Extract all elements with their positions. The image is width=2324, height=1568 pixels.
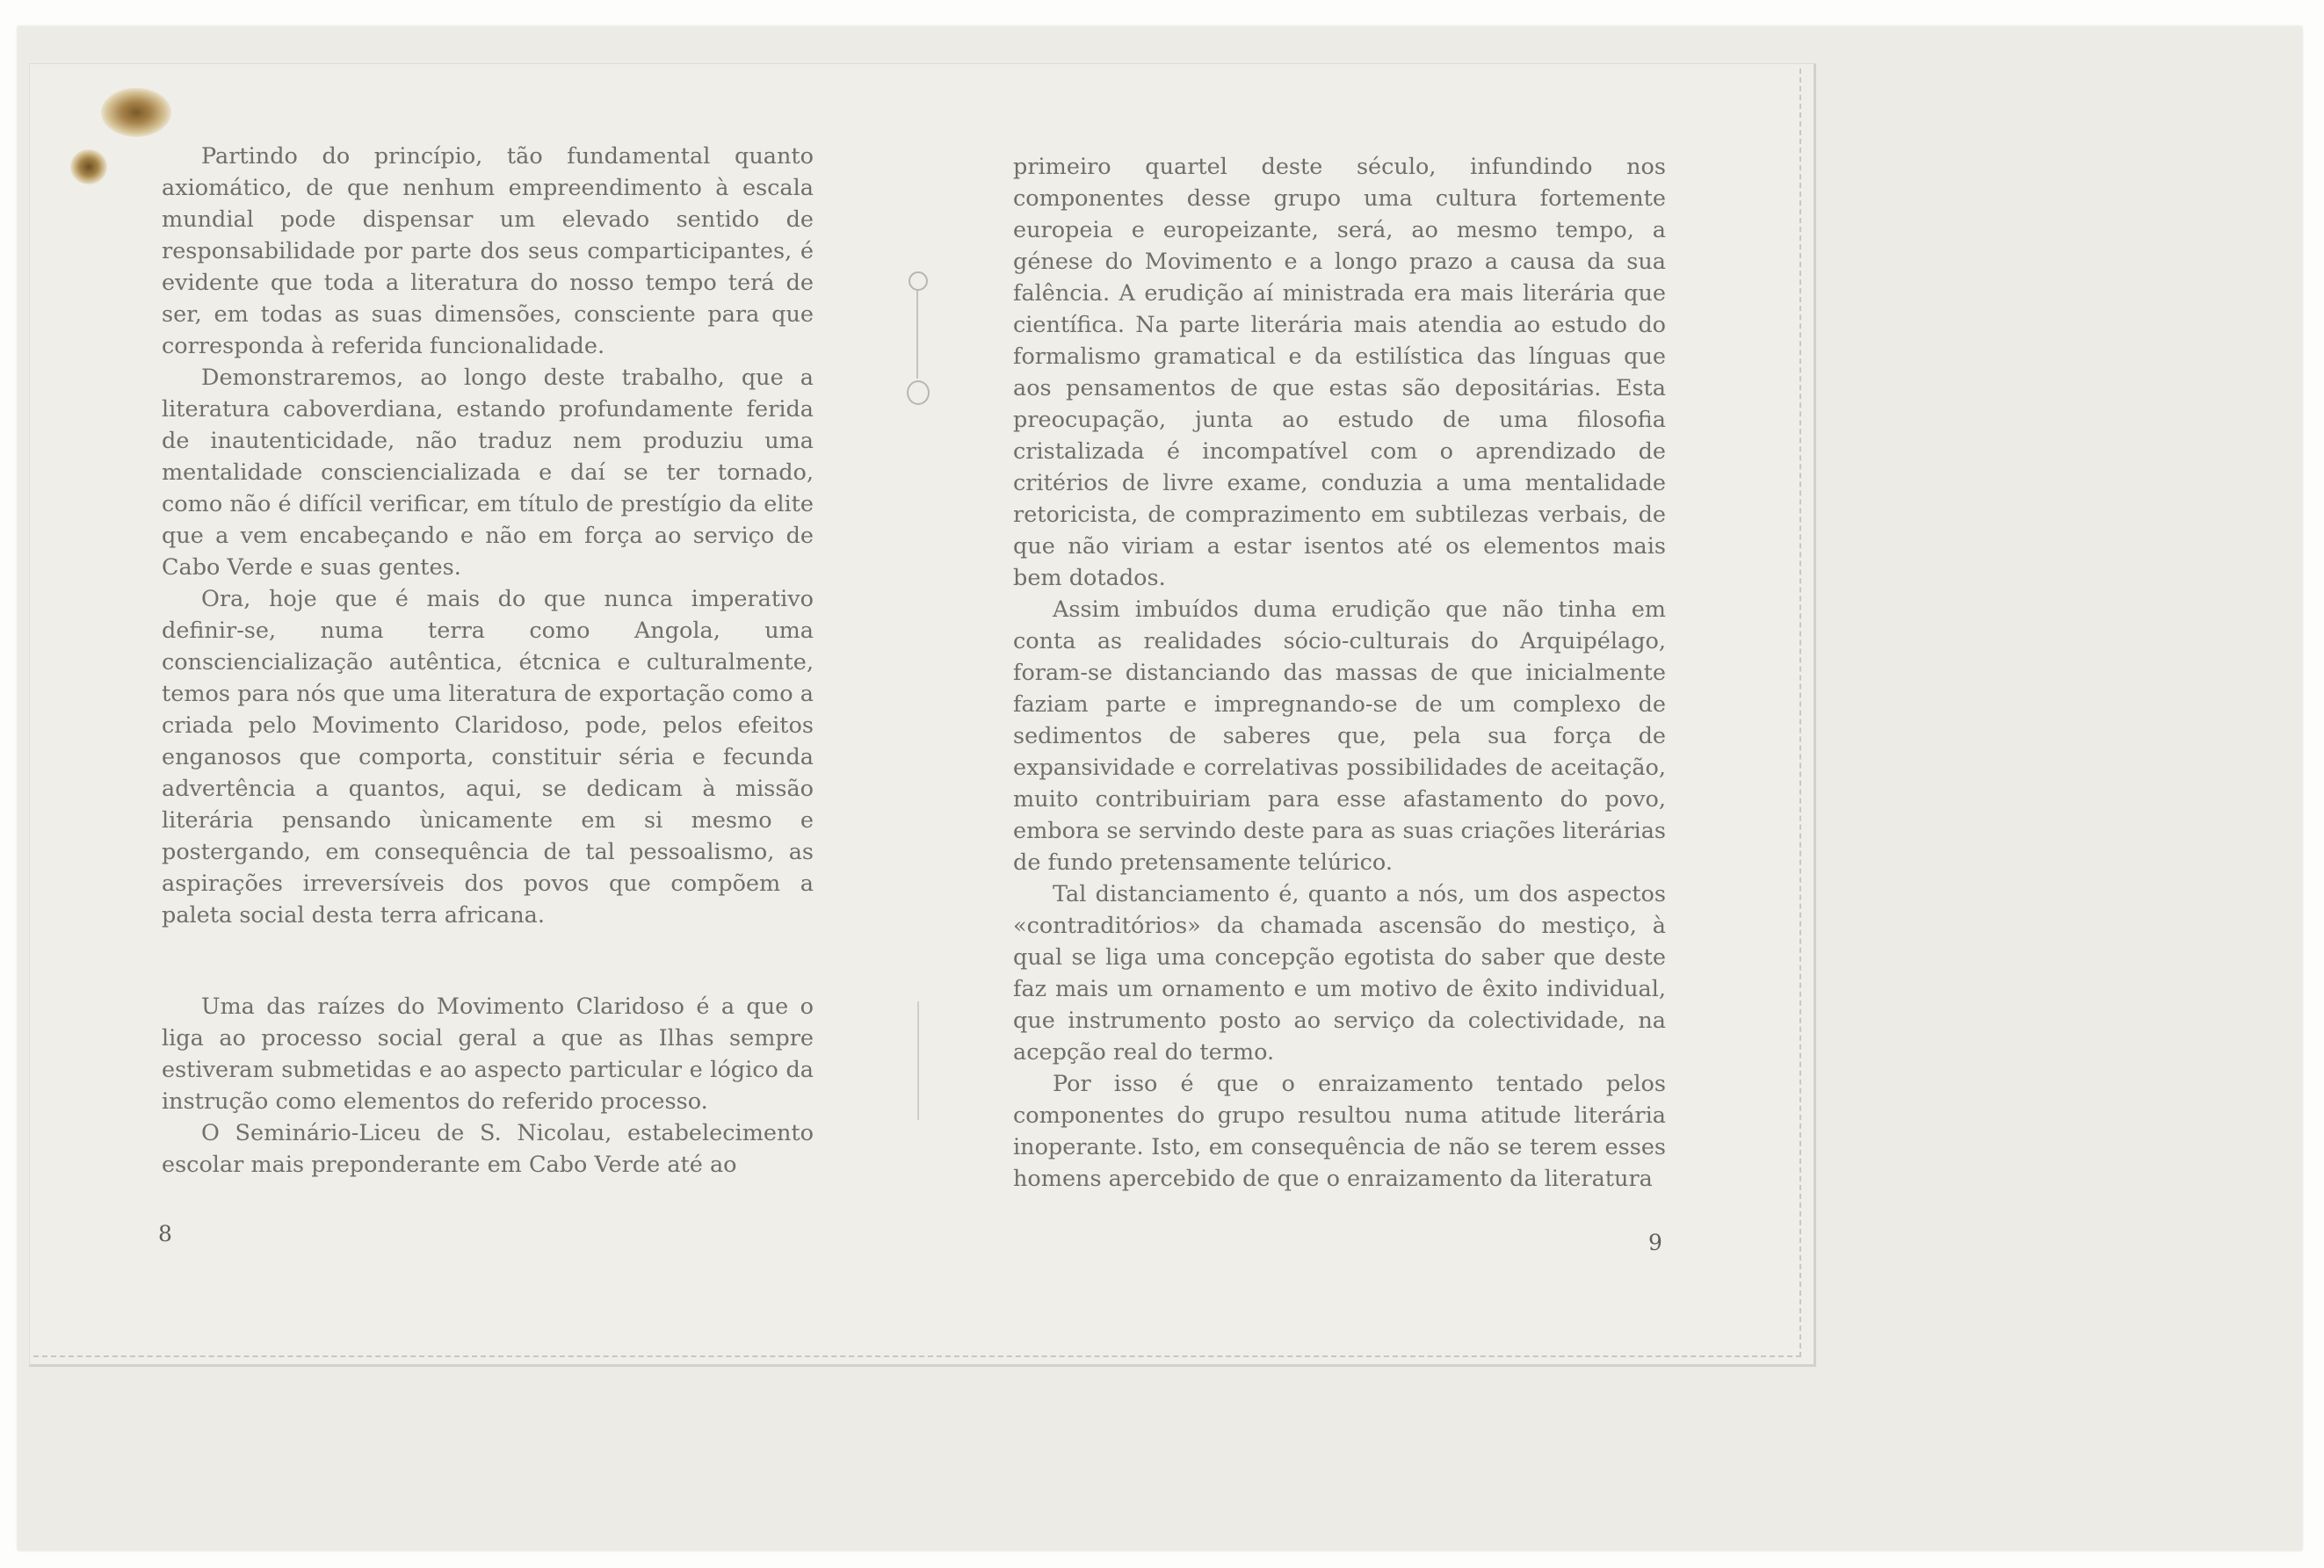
paragraph: Assim imbuídos duma erudição que não tinha em conta as realidades sócio-culturais do Arquipélago, foram-se distanciando das massas de que inicialmente faziam parte e impregnando-se de um complexo de sedimentos de saberes que, pela sua força de expansividade e correlativas possibilidades de aceitação, muito contribuiriam para esse afastamento do povo, embora se servindo deste para as suas criações literárias de fundo pretensamente telúrico.	[1013, 596, 1666, 876]
binding-mark-upper	[907, 268, 933, 408]
paragraph: Tal distanciamento é, quanto a nós, um dos aspectos «contraditórios» da chamada ascensão do mestiço, à qual se liga uma concepção egotista do saber que deste faz mais um ornamento e um motivo de êxito individual, que instrumento posto ao serviço da colectividade, na acepção real do termo.	[1013, 881, 1666, 1066]
paragraph: O Seminário-Liceu de S. Nicolau, estabelecimento escolar mais preponderante em Cabo Verde até ao	[162, 1120, 814, 1178]
paragraph: Uma das raízes do Movimento Claridoso é a que o liga ao processo social geral a que as Ilhas sempre estiveram submetidas e ao aspecto particular e lógico da instrução como elementos do referido processo.	[162, 994, 814, 1115]
paragraph: Ora, hoje que é mais do que nunca imperativo definir-se, numa terra como Angola, uma consciencialização autêntica, étcnica e culturalmente, temos para nós que uma literatura de exportação como a criada pelo Movimento Claridoso, pode, pelos efeitos enganosos que comporta, constituir séria e fecunda advertência a quantos, aqui, se dedicam à missão literária pensando ùnicamente em si mesmo e postergando, em consequência de tal pessoalismo, as aspirações irreversíveis dos povos que compõem a paleta social desta terra africana.	[162, 586, 814, 929]
right-page-text	[1013, 151, 1666, 1195]
paragraph: primeiro quartel deste século, infundindo nos componentes desse grupo uma cultura fortemente europeia e europeizante, será, ao mesmo tempo, a génese do Movimento e a longo prazo a causa da sua falência. A erudição aí ministrada era mais literária que científica. Na parte literária mais atendia ao estudo do formalismo gramatical e da estilística das línguas que aos pensamentos de que estas são depositárias. Esta preocupação, junta ao estudo de uma filosofia cristalizada é incompatível com o aprendizado de critérios de livre exame, conduzia a uma mentalidade retoricista, de comprazimento em subtilezas verbais, de que não viriam a estar isentos até os elementos mais bem dotados.	[1013, 154, 1666, 591]
page-number: 9	[1648, 1230, 1662, 1255]
left-page-text	[162, 141, 814, 1181]
paragraph: Demonstraremos, ao longo deste trabalho, que a literatura caboverdiana, estando profundamente ferida de inautenticidade, não traduz nem produziu uma mentalidade consciencializada e daí se ter tornado, como não é difícil verificar, em título de prestígio da elite que a vem encabeçando e não em força ao serviço de Cabo Verde e suas gentes.	[162, 365, 814, 581]
binding-mark-lower	[910, 1001, 928, 1124]
paragraph: Partindo do princípio, tão fundamental quanto axiomático, de que nenhum empreendimento à escala mundial pode dispensar um elevado sentido de responsabilidade por parte dos seus comparticipantes, é evidente que toda a literatura do nosso tempo terá de ser, em todas as suas dimensões, consciente para que corresponda à referida funcionalidade.	[162, 143, 814, 359]
stain-mark	[70, 149, 107, 184]
paragraph: Por isso é que o enraizamento tentado pelos componentes do grupo resultou numa atitude literária inoperante. Isto, em consequência de não se terem esses homens apercebido de que o enraizamento da literatura	[1013, 1071, 1666, 1192]
page-number: 8	[158, 1221, 172, 1246]
stain-mark	[101, 88, 171, 137]
